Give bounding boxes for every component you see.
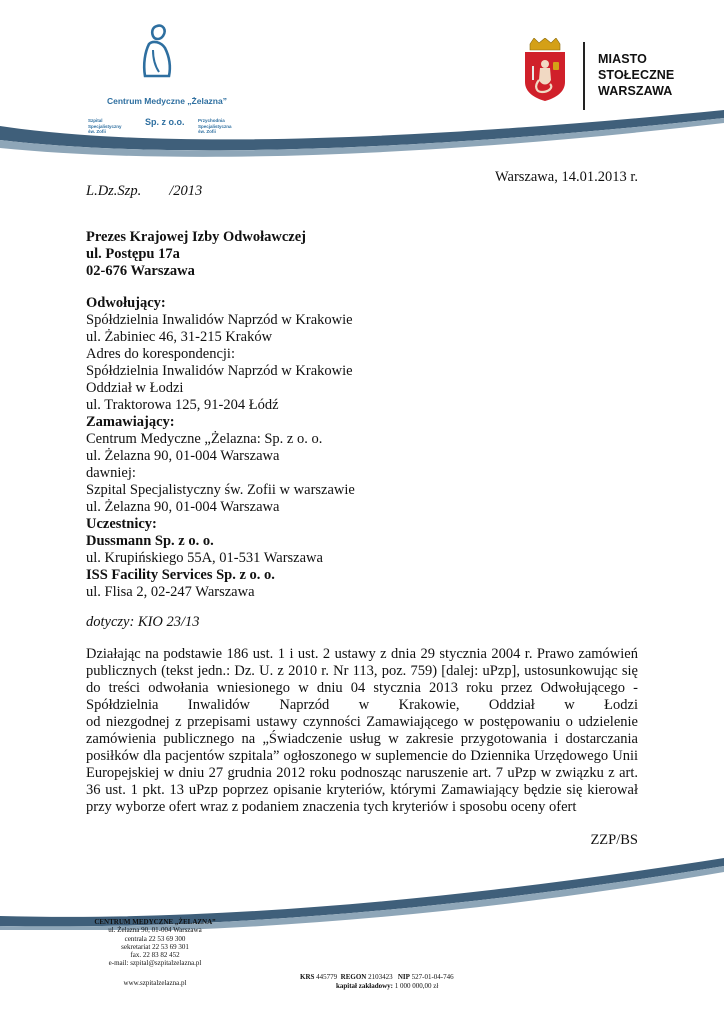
medical-figure-icon	[135, 22, 175, 82]
footer-website-link[interactable]: www.szpitalzelazna.pl	[123, 978, 187, 987]
body-line: od niezgodnej z przepisami ustawy czynności Zamawiającego w postępowaniu o udzielenie	[86, 714, 638, 730]
share-capital: kapitał zakładowy: 1 000 000,00 zł	[336, 981, 439, 990]
letterhead	[0, 0, 724, 160]
body-line: przy wyborze ofert wraz z podaniem znaczenia tych kryteriów i sposobu oceny ofert	[86, 799, 577, 815]
recipient-address: Prezes Krajowej Izby Odwoławczej ul. Postępu 17a 02-676 Warszawa	[86, 229, 306, 279]
appellant-line: ul. Żabiniec 46, 31-215 Kraków	[86, 329, 273, 345]
appellant-label: Odwołujący:	[86, 295, 166, 311]
contracting-line: ul. Żelazna 90, 01-004 Warszawa	[86, 499, 280, 515]
body-line: Europejskiej w dniu 27 grudnia 2012 roku podnosząc naruszenie art. 7 uPzp w związku z art.	[86, 765, 638, 781]
reference-number: L.Dz.Szp. /2013	[86, 183, 203, 199]
participant-name: ISS Facility Services Sp. z o. o.	[86, 567, 275, 583]
body-line: do treści odwołania wniesionego w dniu 04 stycznia 2013 roku przez Odwołującego -	[86, 680, 638, 696]
body-line: 36 ust. 1 pkt. 13 uPzp poprzez opisanie kryteriów, którymi Zamawiający będzie się kierował	[86, 782, 638, 798]
appellant-line: Oddział w Łodzi	[86, 380, 184, 396]
subject-line: dotyczy: KIO 23/13	[86, 614, 200, 630]
registry-numbers: KRS 445779 REGON 2103423 NIP 527-01-04-746	[300, 973, 454, 981]
contracting-line: Szpital Specjalistyczny św. Zofii w warszawie	[86, 482, 355, 498]
footer-registry	[300, 973, 454, 990]
contracting-line: Centrum Medyczne „Żelazna: Sp. z o. o.	[86, 431, 323, 447]
parties-block	[86, 295, 355, 601]
appellant-line: ul. Traktorowa 125, 91-204 Łódź	[86, 397, 279, 413]
footer-contact	[80, 918, 230, 987]
logo-org-name: Centrum Medyczne „Żelazna”	[107, 96, 227, 106]
body-line: Działając na podstawie 186 ust. 1 i ust. 2 ustawy z dnia 29 stycznia 2004 r. Prawo zamówień	[86, 646, 638, 662]
logo-small-right-text: Przychodnia Specjalistyczna św. Zofii	[198, 118, 232, 134]
appellant-line: Adres do korespondencji:	[86, 346, 235, 362]
letter-body	[86, 646, 638, 816]
appellant-line: Spółdzielnia Inwalidów Naprzód w Krakowie	[86, 312, 353, 328]
contracting-line: dawniej:	[86, 465, 136, 481]
footer-line: sekretariat 22 53 69 301	[121, 942, 189, 951]
participant-name: Dussmann Sp. z o. o.	[86, 533, 214, 549]
footer-line: fax. 22 83 82 452	[130, 951, 180, 960]
participant-address: ul. Krupińskiego 55A, 01-531 Warszawa	[86, 550, 323, 566]
centrum-medyczne-logo	[85, 22, 245, 134]
body-line: publicznych (tekst jedn.: Dz. U. z 2010 r. Nr 113, poz. 759) [dalej: uPzp], ustosunkowując się	[86, 663, 638, 679]
contracting-label: Zamawiający:	[86, 414, 175, 430]
logo-small-left-text: Szpital Specjalistyczny św. Zofii	[88, 118, 122, 134]
footer-line: centrala 22 53 69 300	[124, 934, 186, 943]
logo-org-suffix: Sp. z o.o.	[145, 117, 185, 127]
letter-date: Warszawa, 14.01.2013 r.	[495, 169, 638, 185]
signature-initials: ZZP/BS	[590, 832, 638, 848]
body-line: posiłków dla pacjentów szpitala” ogłoszonego w suplemencie do Dziennika Urzędowego Unii	[86, 748, 638, 764]
warszawa-logo	[520, 38, 680, 118]
footer-email[interactable]: e-mail: szpital@szpitalzelazna.pl	[108, 959, 202, 968]
body-line: Spółdzielnia Inwalidów Naprzód w Krakowie, Oddział w Łodzi	[86, 697, 638, 713]
contracting-line: ul. Żelazna 90, 01-004 Warszawa	[86, 448, 280, 464]
participant-address: ul. Flisa 2, 02-247 Warszawa	[86, 584, 255, 600]
participants-label: Uczestnicy:	[86, 516, 157, 532]
appellant-line: Spółdzielnia Inwalidów Naprzód w Krakowie	[86, 363, 353, 379]
body-line: zamówienia publicznego na „Świadczenie usług w zakresie przygotowania i dostarczania	[86, 731, 638, 747]
city-name: MIASTO STOŁECZNE WARSZAWA	[598, 52, 675, 98]
footer-org-name: CENTRUM MEDYCZNE „ŻELAZNA”	[94, 918, 216, 926]
warsaw-crest-icon	[520, 38, 570, 102]
logo-divider	[583, 42, 585, 110]
footer-line: ul. Żelazna 90, 01-004 Warszawa	[108, 926, 202, 935]
